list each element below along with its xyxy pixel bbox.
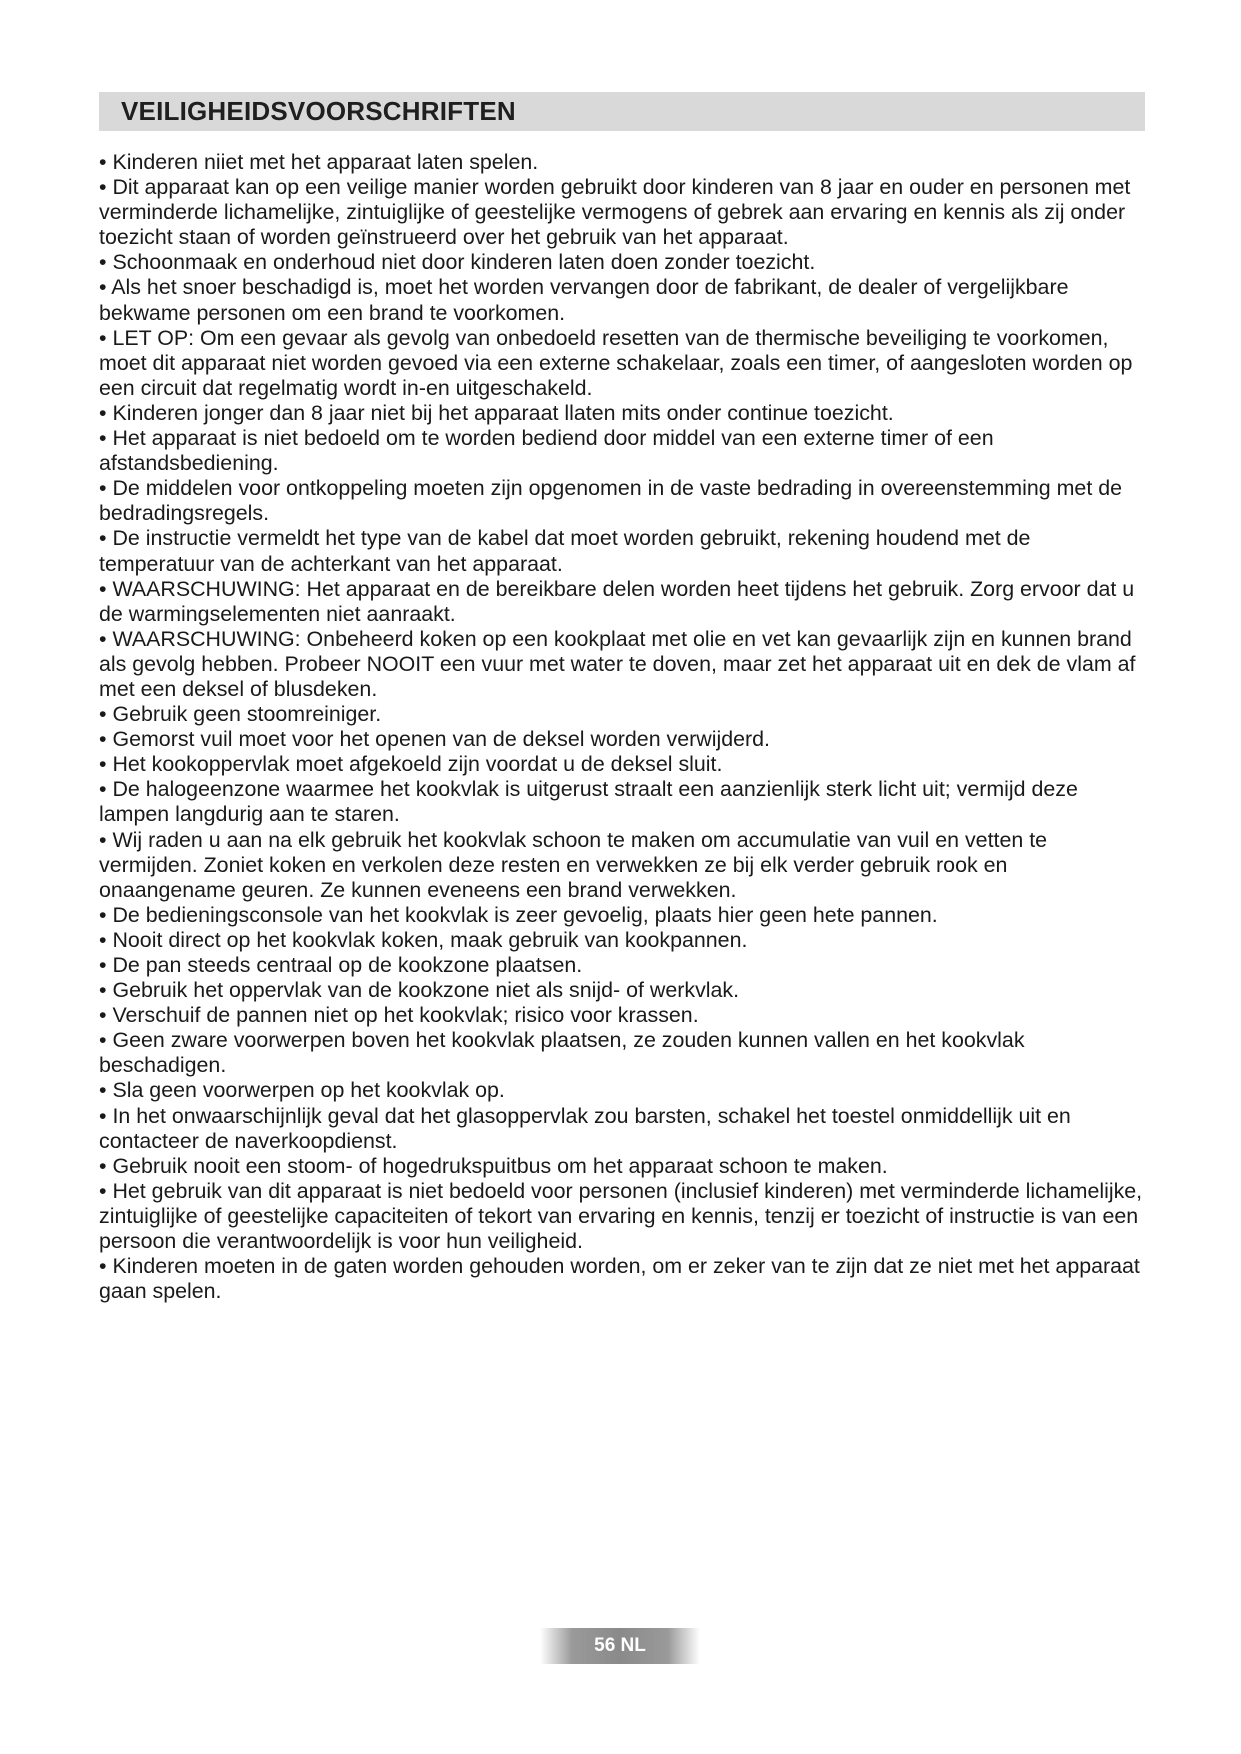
- list-item-text: LET OP: Om een gevaar als gevolg van onbedoeld resetten van de thermische beveiliging te voorkomen, moet dit apparaat niet worden gevoed via een externe schakelaar, zoals een timer, of aangesloten worden op een circuit dat regelmatig wordt in-en uitgeschakeld.: [99, 325, 1133, 400]
- list-item-text: Kinderen jonger dan 8 jaar niet bij het apparaat llaten mits onder continue toezicht.: [112, 400, 894, 425]
- list-item: [99, 1028, 1149, 1078]
- bullet-icon: •: [99, 526, 107, 551]
- list-item-text: De middelen voor ontkoppeling moeten zijn opgenomen in de vaste bedrading in overeenstemming met de bedradingsregels.: [99, 476, 1123, 526]
- bullet-icon: •: [99, 1028, 107, 1053]
- list-item: [99, 1003, 1149, 1028]
- bullet-icon: •: [99, 1153, 107, 1178]
- safety-instructions-list: [99, 150, 1149, 1304]
- list-item: [99, 752, 1149, 777]
- bullet-icon: •: [99, 250, 107, 275]
- bullet-icon: •: [99, 1078, 107, 1103]
- list-item-text: Als het snoer beschadigd is, moet het worden vervangen door de fabrikant, de dealer of vergelijkbare bekwame personen om een brand te voorkomen.: [99, 275, 1069, 325]
- list-item-text: WAARSCHUWING: Onbeheerd koken op een kookplaat met olie en vet kan gevaarlijk zijn en kunnen brand als gevolg hebben. Probeer NOOIT een vuur met water te doven, maar zet het apparaat uit en dek de vlam af met een deksel of blusdeken.: [99, 626, 1136, 701]
- list-item-text: Gebruik geen stoomreiniger.: [112, 702, 382, 727]
- bullet-icon: •: [99, 702, 107, 727]
- list-item-text: De bedieningsconsole van het kookvlak is zeer gevoelig, plaats hier geen hete pannen.: [112, 902, 938, 927]
- list-item: [99, 1154, 1149, 1179]
- page-number: 56 NL: [594, 1635, 646, 1656]
- bullet-icon: •: [99, 476, 107, 501]
- list-item: [99, 702, 1149, 727]
- list-item: [99, 401, 1149, 426]
- bullet-icon: •: [99, 275, 107, 300]
- bullet-icon: •: [99, 400, 107, 425]
- bullet-icon: •: [99, 576, 107, 601]
- list-item: [99, 275, 1149, 325]
- list-item-text: Gebruik nooit een stoom- of hogedrukspuitbus om het apparaat schoon te maken.: [112, 1153, 888, 1178]
- list-item: [99, 476, 1149, 526]
- list-item-text: Kinderen niiet met het apparaat laten spelen.: [112, 150, 539, 174]
- list-item-text: Wij raden u aan na elk gebruik het kookvlak schoon te maken om accumulatie van vuil en vetten te vermijden. Zoniet koken en verkolen deze resten en verwekken ze bij elk verder gebruik rook en onaangename geuren. Ze kunnen eveneens een brand verwekken.: [99, 827, 1048, 902]
- list-item: [99, 577, 1149, 627]
- list-item: [99, 150, 1149, 175]
- list-item: [99, 903, 1149, 928]
- page-number-badge: [540, 1628, 700, 1664]
- list-item: [99, 426, 1149, 476]
- list-item: [99, 627, 1149, 702]
- bullet-icon: •: [99, 727, 107, 752]
- bullet-icon: •: [99, 325, 107, 350]
- list-item: [99, 953, 1149, 978]
- list-item-text: Gemorst vuil moet voor het openen van de deksel worden verwijderd.: [112, 727, 770, 752]
- section-header: [99, 92, 1145, 131]
- bullet-icon: •: [99, 752, 107, 777]
- bullet-icon: •: [99, 777, 107, 802]
- bullet-icon: •: [99, 1103, 107, 1128]
- list-item-text: Kinderen moeten in de gaten worden gehouden worden, om er zeker van te zijn dat ze niet met het apparaat gaan spelen.: [99, 1254, 1140, 1304]
- list-item-text: Het kookoppervlak moet afgekoeld zijn voordat u de deksel sluit.: [112, 752, 723, 777]
- bullet-icon: •: [99, 902, 107, 927]
- list-item: [99, 250, 1149, 275]
- list-item-text: WAARSCHUWING: Het apparaat en de bereikbare delen worden heet tijdens het gebruik. Zorg ervoor dat u de warmingselementen niet aanraakt.: [99, 576, 1135, 626]
- list-item: [99, 1104, 1149, 1154]
- list-item: [99, 326, 1149, 401]
- list-item: [99, 1254, 1149, 1304]
- list-item: [99, 175, 1149, 250]
- list-item-text: De halogeenzone waarmee het kookvlak is uitgerust straalt een aanzienlijk sterk licht uit; vermijd deze lampen langdurig aan te staren.: [99, 777, 1078, 827]
- list-item: [99, 727, 1149, 752]
- list-item: [99, 526, 1149, 576]
- list-item-text: Gebruik het oppervlak van de kookzone niet als snijd- of werkvlak.: [112, 978, 740, 1003]
- bullet-icon: •: [99, 827, 107, 852]
- bullet-icon: •: [99, 953, 107, 977]
- list-item-text: De pan steeds centraal op de kookzone plaatsen.: [112, 953, 583, 977]
- bullet-icon: •: [99, 426, 107, 451]
- list-item-text: Dit apparaat kan op een veilige manier worden gebruikt door kinderen van 8 jaar en ouder en personen met verminderde lichamelijke, zintuiglijke of geestelijke vermogens of gebrek aan ervaring en kennis als zij onder toezicht staan of worden geïnstrueerd over het gebruik van het apparaat.: [99, 175, 1131, 250]
- list-item: [99, 1078, 1149, 1103]
- bullet-icon: •: [99, 1003, 107, 1028]
- list-item-text: Geen zware voorwerpen boven het kookvlak plaatsen, ze zouden kunnen vallen en het kookvlak beschadigen.: [99, 1028, 1025, 1078]
- bullet-icon: •: [99, 626, 107, 651]
- section-title: VEILIGHEIDSVOORSCHRIFTEN: [121, 96, 516, 126]
- list-item: [99, 978, 1149, 1003]
- list-item: [99, 928, 1149, 953]
- list-item-text: Het apparaat is niet bedoeld om te worden bediend door middel van een externe timer of een afstandsbediening.: [99, 426, 994, 476]
- list-item-text: Schoonmaak en onderhoud niet door kinderen laten doen zonder toezicht.: [112, 250, 816, 275]
- bullet-icon: •: [99, 1254, 107, 1279]
- list-item-text: Nooit direct op het kookvlak koken, maak gebruik van kookpannen.: [112, 927, 748, 952]
- list-item: [99, 828, 1149, 903]
- bullet-icon: •: [99, 1178, 107, 1203]
- list-item-text: De instructie vermeldt het type van de kabel dat moet worden gebruikt, rekening houdend met de temperatuur van de achterkant van het apparaat.: [99, 526, 1031, 576]
- list-item-text: Het gebruik van dit apparaat is niet bedoeld voor personen (inclusief kinderen) met verminderde lichamelijke, zintuiglijke of geestelijke capaciteiten of tekort van ervaring en kennis, tenzij er toezicht of instructie is van een persoon die verantwoordelijk is voor hun veiligheid.: [99, 1178, 1143, 1254]
- list-item-text: In het onwaarschijnlijk geval dat het glasoppervlak zou barsten, schakel het toestel onmiddellijk uit en contacteer de naverkoopdienst.: [99, 1103, 1071, 1153]
- list-item-text: Sla geen voorwerpen op het kookvlak op.: [112, 1078, 505, 1103]
- bullet-icon: •: [99, 978, 107, 1003]
- list-item: [99, 1179, 1149, 1254]
- bullet-icon: •: [99, 175, 107, 200]
- list-item: [99, 777, 1149, 827]
- bullet-icon: •: [99, 927, 107, 952]
- bullet-icon: •: [99, 150, 107, 174]
- list-item-text: Verschuif de pannen niet op het kookvlak; risico voor krassen.: [112, 1003, 699, 1028]
